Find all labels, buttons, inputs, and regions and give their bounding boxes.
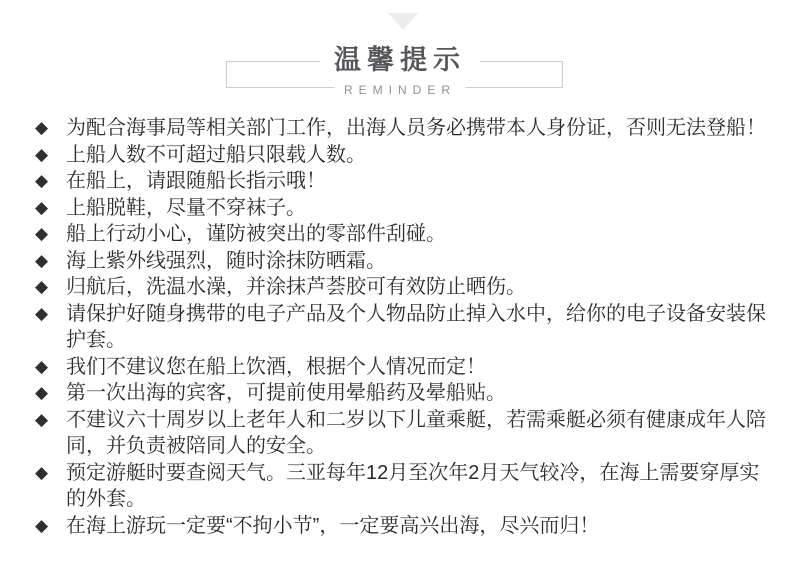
header-subtitle-row <box>0 81 800 99</box>
diamond-bullet-icon: ◆ <box>35 250 49 270</box>
diamond-bullet-icon: ◆ <box>35 409 49 429</box>
diamond-bullet-icon: ◆ <box>35 197 49 217</box>
list-item-text: 归航后，洗温水澡，并涂抹芦荟胶可有效防止晒伤。 <box>66 276 526 298</box>
diamond-bullet-icon: ◆ <box>35 171 49 190</box>
diamond-bullet-icon: ◆ <box>35 462 49 482</box>
list-item-text: 在船上，请跟随船长指示哦！ <box>66 170 326 192</box>
list-item <box>35 407 775 460</box>
list-item-text: 上船脱鞋，尽量不穿袜子。 <box>66 196 306 219</box>
diamond-bullet-icon: ◆ <box>35 356 49 376</box>
list-item <box>35 221 775 248</box>
list-item <box>35 142 775 169</box>
list-item <box>35 380 775 407</box>
list-item-text: 不建议六十周岁以上老年人和二岁以下儿童乘艇，若需乘艇必须有健康成年人陪同，并负责被陪同人的安全。 <box>66 408 766 457</box>
diamond-bullet-icon: ◆ <box>35 515 49 535</box>
list-item <box>35 460 775 513</box>
list-item <box>35 248 775 275</box>
diamond-bullet-icon: ◆ <box>35 277 49 296</box>
list-item-text: 预定游艇时要查阅天气。三亚每年12月至次年2月天气较冷，在海上需要穿厚实的外套。 <box>66 461 760 510</box>
page-title: 温馨提示 <box>320 44 480 77</box>
list-item <box>35 301 775 354</box>
header-title-row <box>0 44 800 77</box>
list-item <box>35 354 775 381</box>
diamond-bullet-icon: ◆ <box>35 224 49 243</box>
diamond-bullet-icon: ◆ <box>35 118 49 137</box>
list-item-text: 请保护好随身携带的电子产品及个人物品防止掉入水中，给你的电子设备安装保护套。 <box>66 302 766 351</box>
chevron-down-icon <box>388 13 418 30</box>
list-item <box>35 115 775 142</box>
reminder-list <box>35 115 775 539</box>
list-item-text: 海上紫外线强烈，随时涂抹防晒霜。 <box>66 249 386 272</box>
list-item <box>35 274 775 301</box>
page-subtitle: REMINDER <box>334 83 466 98</box>
list-item <box>35 195 775 222</box>
diamond-bullet-icon: ◆ <box>35 383 49 402</box>
list-item-text: 上船人数不可超过船只限载人数。 <box>66 143 366 166</box>
list-item <box>35 168 775 195</box>
diamond-bullet-icon: ◆ <box>35 303 49 323</box>
list-item-text: 为配合海事局等相关部门工作，出海人员务必携带本人身份证，否则无法登船！ <box>66 117 766 139</box>
list-item-text: 我们不建议您在船上饮酒，根据个人情况而定！ <box>66 355 486 378</box>
diamond-bullet-icon: ◆ <box>35 144 49 164</box>
list-item-text: 第一次出海的宾客，可提前使用晕船药及晕船贴。 <box>66 382 506 404</box>
list-item-text: 船上行动小心，谨防被突出的零部件刮碰。 <box>66 223 446 245</box>
list-item-text: 在海上游玩一定要“不拘小节”，一定要高兴出海，尽兴而归！ <box>66 514 600 537</box>
list-item <box>35 513 775 540</box>
